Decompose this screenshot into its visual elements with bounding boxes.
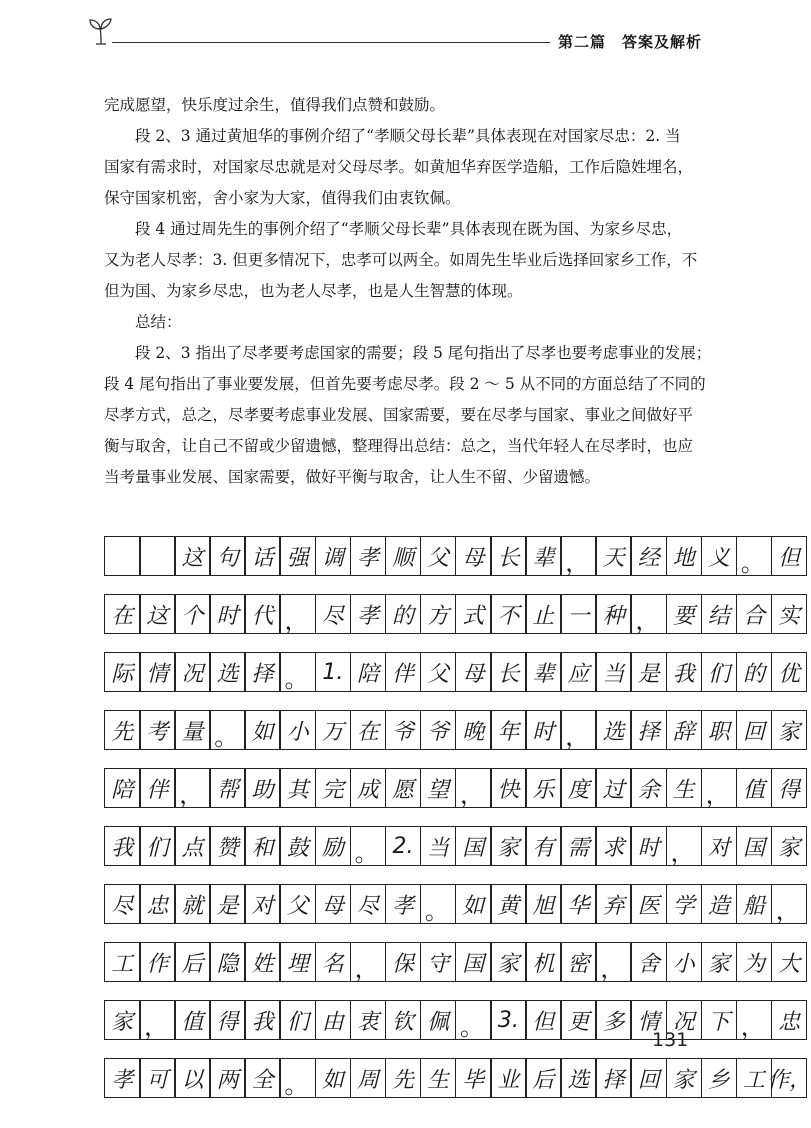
grid-cell: 完 (315, 768, 352, 808)
grid-cell: 应 (560, 652, 597, 692)
grid-cell: 回 (736, 710, 773, 750)
grid-cell: 择 (595, 1058, 632, 1098)
grid-cell: 作 (139, 942, 176, 982)
grid-cell: 埋 (279, 942, 316, 982)
grid-cell: ， (630, 594, 667, 634)
grid-cell: 孝 (385, 884, 422, 924)
grid-cell: 时 (209, 594, 246, 634)
grid-cell: 有 (525, 826, 562, 866)
grid-cell: 。 (736, 536, 773, 576)
grid-cell: 隐 (209, 942, 246, 982)
grid-cell: 机 (525, 942, 562, 982)
grid-cell: 如 (315, 1058, 352, 1098)
grid-cell: 家 (104, 1000, 141, 1040)
grid-cell: 励 (315, 826, 352, 866)
grid-cell: 这 (139, 594, 176, 634)
grid-cell: 舍 (630, 942, 667, 982)
grid-cell: 赞 (209, 826, 246, 866)
grid-cell: 们 (139, 826, 176, 866)
grid-cell: 情 (139, 652, 176, 692)
grid-cell: 业 (490, 1058, 527, 1098)
grid-cell: 以 (174, 1058, 211, 1098)
grid-cell: 种 (595, 594, 632, 634)
grid-cell: 忠 (771, 1000, 808, 1040)
grid-cell: ， (666, 826, 703, 866)
composition-grid (104, 536, 811, 1116)
grid-cell: 值 (174, 1000, 211, 1040)
grid-cell: 但 (525, 1000, 562, 1040)
grid-cell: 两 (209, 1058, 246, 1098)
grid-cell: 孝 (350, 536, 387, 576)
grid-cell: 余 (630, 768, 667, 808)
text-line: 段 4 通过周先生的事例介绍了“孝顺父母长辈”具体表现在既为国、为家乡尽忠， (135, 220, 683, 238)
grid-cell: 如 (455, 884, 492, 924)
grid-cell: 经 (630, 536, 667, 576)
grid-cell: 母 (315, 884, 352, 924)
grid-cell: 生 (666, 768, 703, 808)
text-line: 但为国、为家乡尽忠，也为老人尽孝，也是人生智慧的体现。 (104, 282, 523, 300)
text-line: 尽孝方式，总之，尽孝要考虑事业发展、国家需要，要在尽孝与国家、事业之间做好平 (104, 406, 694, 424)
answer-analysis-text (104, 90, 712, 493)
grid-cell: 句 (209, 536, 246, 576)
grid-cell: ， (701, 768, 738, 808)
grid-cell: 长 (490, 652, 527, 692)
grid-cell: 当 (420, 826, 457, 866)
grid-cell: 职 (701, 710, 738, 750)
grid-cell: 守 (420, 942, 457, 982)
page-header (0, 0, 800, 60)
grid-cell: 家 (771, 710, 808, 750)
grid-cell: 式 (455, 594, 492, 634)
grid-cell: 国 (455, 942, 492, 982)
grid-cell: 小 (666, 942, 703, 982)
text-line: 又为老人尽孝：3. 但更多情况下，忠孝可以两全。如周先生毕业后选择回家乡工作，不 (104, 251, 698, 269)
grid-cell: ， (560, 710, 597, 750)
grid-cell: 黄 (490, 884, 527, 924)
grid-cell: 辞 (666, 710, 703, 750)
grid-cell: 成 (350, 768, 387, 808)
grid-cell: 母 (455, 536, 492, 576)
grid-cell: 姓 (244, 942, 281, 982)
grid-row (104, 1000, 807, 1040)
grid-cell: 密 (560, 942, 597, 982)
grid-cell: 长 (490, 536, 527, 576)
grid-cell: 在 (350, 710, 387, 750)
grid-cell: 1. (315, 652, 352, 692)
grid-row (104, 652, 807, 692)
grid-cell: 万 (315, 710, 352, 750)
sprout-icon (88, 16, 114, 46)
grid-cell: 衷 (350, 1000, 387, 1040)
grid-cell: 陪 (350, 652, 387, 692)
grid-row (104, 826, 807, 866)
grid-cell: ， (736, 1000, 773, 1040)
grid-cell: 工 (104, 942, 141, 982)
text-line: 段 2、3 通过黄旭华的事例介绍了“孝顺父母长辈”具体表现在对国家尽忠：2. 当 (135, 127, 681, 145)
grid-cell: 结 (701, 594, 738, 634)
grid-cell: 调 (315, 536, 352, 576)
grid-cell: 需 (560, 826, 597, 866)
grid-cell: 父 (279, 884, 316, 924)
grid-cell: 强 (279, 536, 316, 576)
grid-cell: 愿 (385, 768, 422, 808)
grid-cell: 不 (490, 594, 527, 634)
grid-cell: 旭 (525, 884, 562, 924)
grid-cell: 和 (244, 826, 281, 866)
grid-cell: 义 (701, 536, 738, 576)
grid-cell: 可 (139, 1058, 176, 1098)
grid-cell: 望 (420, 768, 457, 808)
grid-cell: 父 (420, 536, 457, 576)
grid-cell: 家 (771, 826, 808, 866)
grid-cell: 量 (174, 710, 211, 750)
grid-cell (104, 536, 141, 576)
grid-cell: 家 (701, 942, 738, 982)
grid-cell: 后 (174, 942, 211, 982)
grid-cell: 船 (736, 884, 773, 924)
grid-cell: ， (139, 1000, 176, 1040)
text-line: 完成愿望，快乐度过余生，值得我们点赞和鼓励。 (104, 96, 446, 114)
grid-row (104, 942, 807, 982)
grid-cell: ， (350, 942, 387, 982)
grid-cell: 尽 (104, 884, 141, 924)
grid-cell: 华 (560, 884, 597, 924)
header-rule (112, 42, 550, 43)
grid-cell: 忠 (139, 884, 176, 924)
grid-cell: 我 (104, 826, 141, 866)
grid-cell: ， (174, 768, 211, 808)
grid-cell: 更 (560, 1000, 597, 1040)
grid-cell: 年 (490, 710, 527, 750)
grid-cell: 先 (104, 710, 141, 750)
grid-cell: 的 (736, 652, 773, 692)
grid-cell: 况 (174, 652, 211, 692)
grid-cell: 得 (209, 1000, 246, 1040)
grid-cell: 选 (560, 1058, 597, 1098)
grid-cell: 合 (736, 594, 773, 634)
grid-cell: 点 (174, 826, 211, 866)
grid-cell: 全 (244, 1058, 281, 1098)
grid-cell: 母 (455, 652, 492, 692)
grid-cell: 钦 (385, 1000, 422, 1040)
grid-cell: 际 (104, 652, 141, 692)
grid-cell: 个 (174, 594, 211, 634)
grid-cell: 家 (490, 942, 527, 982)
grid-cell: 作， (771, 1058, 808, 1098)
grid-cell: 。 (455, 1000, 492, 1040)
grid-cell: 我 (244, 1000, 281, 1040)
grid-cell: 由 (315, 1000, 352, 1040)
grid-cell: 保 (385, 942, 422, 982)
grid-cell: 就 (174, 884, 211, 924)
grid-cell: ， (560, 536, 597, 576)
grid-cell: ， (771, 884, 808, 924)
section-title: 第二篇 答案及解析 (558, 33, 703, 51)
grid-row (104, 536, 807, 576)
grid-cell: 孝 (104, 1058, 141, 1098)
text-line: 段 4 尾句指出了事业要发展，但首先要考虑尽孝。段 2 ～ 5 从不同的方面总结了不同的 (104, 375, 706, 393)
text-line: 衡与取舍，让自己不留或少留遗憾，整理得出总结：总之，当代年轻人在尽孝时，也应 (104, 437, 694, 455)
grid-cell: 要 (666, 594, 703, 634)
grid-cell: 乐 (525, 768, 562, 808)
grid-cell: 地 (666, 536, 703, 576)
grid-cell: 伴 (385, 652, 422, 692)
grid-cell: 其 (279, 768, 316, 808)
grid-cell: 择 (630, 710, 667, 750)
grid-cell: 晚 (455, 710, 492, 750)
grid-row (104, 594, 807, 634)
grid-cell: 下 (701, 1000, 738, 1040)
grid-row (104, 710, 807, 750)
grid-cell: 情 (630, 1000, 667, 1040)
grid-cell: 对 (244, 884, 281, 924)
page-number: 131 (652, 1029, 689, 1051)
grid-cell: 天 (595, 536, 632, 576)
grid-cell: 毕 (455, 1058, 492, 1098)
grid-cell: 但 (771, 536, 808, 576)
grid-cell: 当 (595, 652, 632, 692)
grid-cell: 周 (350, 1058, 387, 1098)
grid-cell: 求 (595, 826, 632, 866)
grid-cell: 快 (490, 768, 527, 808)
grid-cell: ， (595, 942, 632, 982)
grid-cell: 小 (279, 710, 316, 750)
grid-cell: 选 (595, 710, 632, 750)
grid-cell: 助 (244, 768, 281, 808)
text-line: 当考量事业发展、国家需要，做好平衡与取舍，让人生不留、少留遗憾。 (104, 468, 601, 486)
grid-cell: 生 (420, 1058, 457, 1098)
grid-cell: 选 (209, 652, 246, 692)
grid-cell: 止 (525, 594, 562, 634)
grid-cell: 况 (666, 1000, 703, 1040)
grid-cell: 辈 (525, 652, 562, 692)
grid-cell: 鼓 (279, 826, 316, 866)
grid-cell: 爷 (420, 710, 457, 750)
grid-cell: 学 (666, 884, 703, 924)
grid-cell: 。 (350, 826, 387, 866)
grid-row (104, 1058, 811, 1099)
grid-cell: 如 (244, 710, 281, 750)
grid-cell: 尽 (350, 884, 387, 924)
grid-cell: 后 (525, 1058, 562, 1098)
grid-cell: 顺 (385, 536, 422, 576)
grid-cell: 家 (490, 826, 527, 866)
grid-cell: ， (279, 594, 316, 634)
grid-cell: 是 (209, 884, 246, 924)
grid-cell: 帮 (209, 768, 246, 808)
grid-cell: 大 (771, 942, 808, 982)
grid-cell: 们 (279, 1000, 316, 1040)
grid-cell: 孝 (350, 594, 387, 634)
grid-cell: 过 (595, 768, 632, 808)
text-line: 国家有需求时，对国家尽忠就是对父母尽孝。如黄旭华弃医学造船，工作后隐姓埋名， (104, 158, 694, 176)
grid-cell: 回 (630, 1058, 667, 1098)
grid-cell: 时 (525, 710, 562, 750)
grid-cell: 国 (736, 826, 773, 866)
grid-cell: 佩 (420, 1000, 457, 1040)
grid-cell: 的 (385, 594, 422, 634)
grid-cell: 值 (736, 768, 773, 808)
grid-row (104, 768, 807, 808)
grid-cell: ， (455, 768, 492, 808)
grid-cell: 陪 (104, 768, 141, 808)
grid-cell: 时 (630, 826, 667, 866)
grid-cell: 这 (174, 536, 211, 576)
grid-cell: 得 (771, 768, 808, 808)
text-line: 段 2、3 指出了尽孝要考虑国家的需要；段 5 尾句指出了尽孝也要考虑事业的发展； (135, 344, 712, 362)
grid-cell: 尽 (315, 594, 352, 634)
grid-cell: 伴 (139, 768, 176, 808)
grid-cell: 考 (139, 710, 176, 750)
grid-cell: 话 (244, 536, 281, 576)
grid-cell (139, 536, 176, 576)
grid-cell: 国 (455, 826, 492, 866)
grid-cell: 。 (279, 1058, 316, 1098)
grid-cell: 工 (736, 1058, 773, 1098)
grid-cell: 辈 (525, 536, 562, 576)
grid-cell: 医 (630, 884, 667, 924)
grid-cell: 择 (244, 652, 281, 692)
grid-cell: 方 (420, 594, 457, 634)
grid-cell: 2. (385, 826, 422, 866)
grid-cell: 。 (279, 652, 316, 692)
grid-cell: 爷 (385, 710, 422, 750)
grid-cell: 为 (736, 942, 773, 982)
grid-cell: 名 (315, 942, 352, 982)
grid-cell: 度 (560, 768, 597, 808)
grid-cell: 。 (420, 884, 457, 924)
grid-cell: 优 (771, 652, 808, 692)
grid-cell: 先 (385, 1058, 422, 1098)
grid-cell: 对 (701, 826, 738, 866)
grid-cell: 在 (104, 594, 141, 634)
grid-cell: 代 (244, 594, 281, 634)
grid-cell: 弃 (595, 884, 632, 924)
grid-cell: 。 (209, 710, 246, 750)
text-line: 保守国家机密，舍小家为大家，值得我们由衷钦佩。 (104, 189, 461, 207)
text-line: 总结： (135, 313, 182, 331)
grid-cell: 家 (666, 1058, 703, 1098)
grid-cell: 一 (560, 594, 597, 634)
grid-cell: 乡 (701, 1058, 738, 1098)
grid-cell: 父 (420, 652, 457, 692)
grid-cell: 们 (701, 652, 738, 692)
grid-cell: 造 (701, 884, 738, 924)
grid-cell: 我 (666, 652, 703, 692)
grid-cell: 3. (490, 1000, 527, 1040)
grid-cell: 多 (595, 1000, 632, 1040)
grid-row (104, 884, 807, 924)
grid-cell: 是 (630, 652, 667, 692)
grid-cell: 实 (771, 594, 808, 634)
